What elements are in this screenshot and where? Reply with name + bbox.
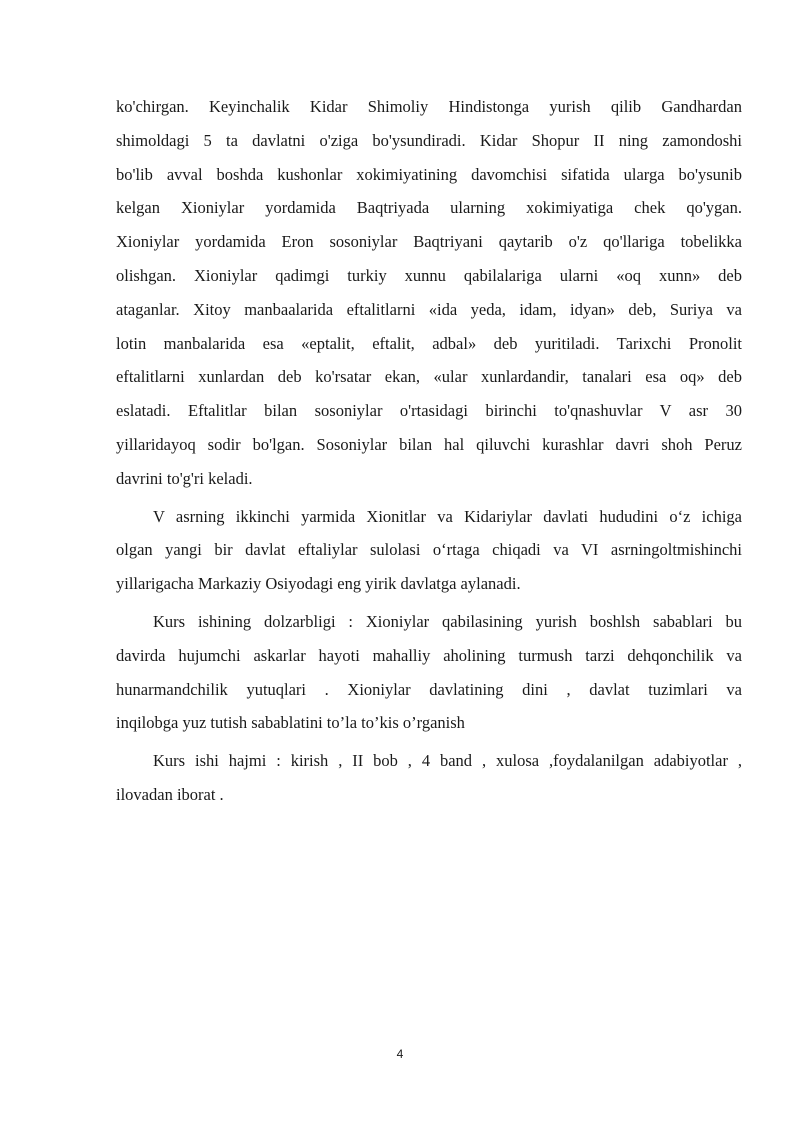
text-line: V asrning ikkinchi yarmida Xionitlar va Kidariylar davlati hududini oʻz ichiga bbox=[153, 506, 742, 526]
text-line: yillarigacha Markaziy Osiyodagi eng yirik davlatga aylanadi. bbox=[116, 574, 521, 594]
text-line: eftalitlarni xunlardan deb ko'rsatar ekan, «ular xunlardandir, tanalari esa oq» deb bbox=[116, 367, 742, 387]
text-line: ko'chirgan. Keyinchalik Kidar Shimoliy Hindistonga yurish qilib Gandhardan bbox=[116, 97, 742, 116]
text-line: yillaridayoq sodir bo'lgan. Sosoniylar bilan hal qiluvchi kurashlar davri shoh Peruz bbox=[116, 434, 742, 454]
paragraph-intro bbox=[116, 90, 742, 496]
text-line: olishgan. Xioniylar qadimgi turkiy xunnu qabilalariga ularni «oq xunn» deb bbox=[116, 265, 742, 285]
text-line: olgan yangi bir davlat eftaliylar sulolasi oʻrtaga chiqadi va VI asrningoltmishinchi bbox=[116, 540, 742, 560]
text-line: bo'lib avval boshda kushonlar xokimiyatining davomchisi sifatida ularga bo'ysunib bbox=[116, 164, 742, 184]
text-line: hunarmandchilik yutuqlari . Xioniylar davlatining dini , davlat tuzimlari va bbox=[116, 679, 742, 699]
text-line: davrini to'g'ri keladi. bbox=[116, 468, 253, 488]
text-line: Kurs ishining dolzarbligi : Xioniylar qabilasining yurish boshlsh sabablari bu bbox=[153, 611, 742, 631]
document-body bbox=[116, 90, 742, 812]
text-line: eslatadi. Eftalitlar bilan sosoniylar o'rtasidagi birinchi to'qnashuvlar V asr 30 bbox=[116, 401, 742, 421]
paragraph-relevance bbox=[116, 605, 742, 740]
text-line: Xioniylar yordamida Eron sosoniylar Baqtriyani qaytarib o'z qo'llariga tobelikka bbox=[116, 232, 742, 252]
text-line: shimoldagi 5 ta davlatni o'ziga bo'ysundiradi. Kidar Shopur II ning zamondoshi bbox=[116, 130, 742, 150]
text-line: inqilobga yuz tutish sabablatini to’la to’kis o’rganish bbox=[116, 713, 465, 733]
paragraph-structure bbox=[116, 744, 742, 812]
paragraph-eftalites bbox=[116, 500, 742, 601]
page-number: 4 bbox=[396, 1047, 404, 1061]
text-line: ilovadan iborat . bbox=[116, 784, 224, 804]
text-line: ataganlar. Xitoy manbaalarida eftalitlarni «ida yeda, idam, idyan» deb, Suriya va bbox=[116, 299, 742, 319]
text-line: davirda hujumchi askarlar hayoti mahalliy aholining turmush tarzi dehqonchilik va bbox=[116, 645, 742, 665]
text-line: Kurs ishi hajmi : kirish , II bob , 4 band , xulosa ,foydalanilgan adabiyotlar , bbox=[153, 751, 742, 771]
text-line: lotin manbalarida esa «eptalit, eftalit, adbal» deb yuritiladi. Tarixchi Pronolit bbox=[116, 333, 742, 353]
text-line: kelgan Xioniylar yordamida Baqtriyada ularning xokimiyatiga chek qo'ygan. bbox=[116, 198, 742, 218]
